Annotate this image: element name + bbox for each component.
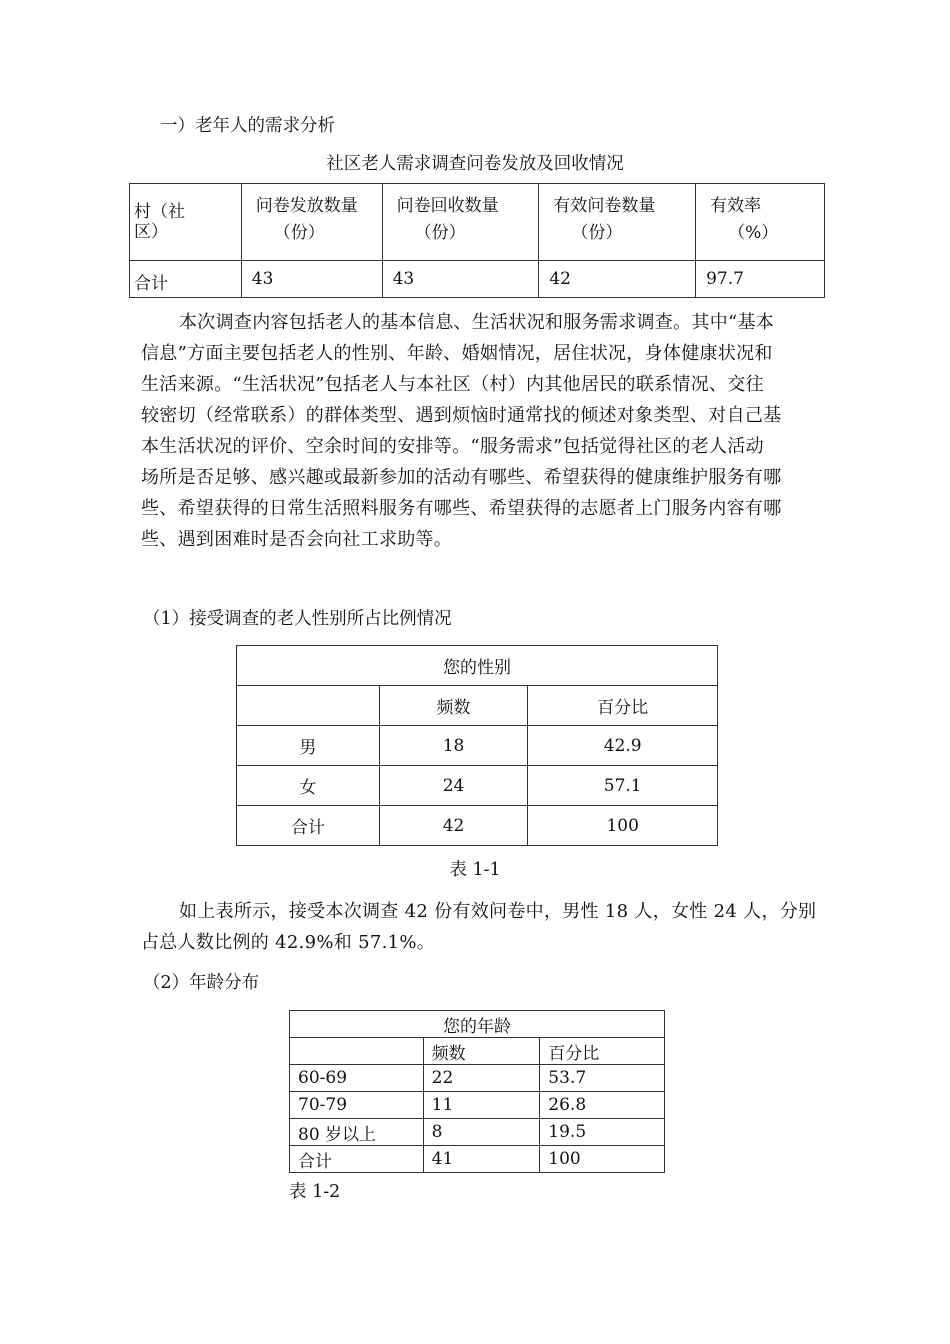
table0-header-valid: 有效问卷数量 （份） xyxy=(539,184,696,261)
table-cell: 百分比 xyxy=(540,1038,665,1065)
table-cell: 合计 xyxy=(237,806,380,846)
table0-total-row xyxy=(130,261,825,298)
table-cell: 42.9 xyxy=(528,726,718,766)
table2-header-row xyxy=(290,1038,665,1065)
table0-header-issued: 问卷发放数量 （份） xyxy=(241,184,382,261)
table2-title-row xyxy=(290,1011,665,1038)
table-cell: 男 xyxy=(237,726,380,766)
paragraph-line: 本生活状况的评价、空余时间的安排等。“服务需求”包括觉得社区的老人活动 xyxy=(141,436,764,457)
table1-header-row xyxy=(237,686,718,726)
table-cell: 频数 xyxy=(423,1038,540,1065)
table0-header-rate: 有效率 （%） xyxy=(696,184,825,261)
questionnaire-table xyxy=(129,183,825,298)
paragraph-line: 场所是否足够、感兴趣或最新参加的活动有哪些、希望获得的健康维护服务有哪 xyxy=(141,467,782,488)
table-cell: 41 xyxy=(423,1146,540,1173)
paragraph-line: 较密切（经常联系）的群体类型、遇到烦恼时通常找的倾述对象类型、对自己基 xyxy=(141,405,782,426)
table-cell: 18 xyxy=(379,726,528,766)
table0-header-row xyxy=(130,184,825,261)
subheading-gender: （1）接受调查的老人性别所占比例情况 xyxy=(143,609,452,629)
paragraph-line: 本次调查内容包括老人的基本信息、生活状况和服务需求调查。其中“基本 xyxy=(179,312,775,333)
age-table xyxy=(289,1010,665,1173)
table0-caption: 社区老人需求调查问卷发放及回收情况 xyxy=(326,154,624,174)
table-cell: 70-79 xyxy=(290,1092,424,1119)
table-cell: 女 xyxy=(237,766,380,806)
paragraph-line: 占总人数比例的 42.9%和 57.1%。 xyxy=(141,932,436,953)
table-cell: 97.7 xyxy=(696,261,825,298)
table-cell: 22 xyxy=(423,1065,540,1092)
table-cell: 42 xyxy=(379,806,528,846)
table-cell: 42 xyxy=(539,261,696,298)
table-cell: 26.8 xyxy=(540,1092,665,1119)
table-cell: 100 xyxy=(540,1146,665,1173)
table-cell: 频数 xyxy=(379,686,528,726)
table2-caption: 表 1-2 xyxy=(289,1182,341,1202)
survey-content-paragraph xyxy=(141,307,821,555)
table-cell: 11 xyxy=(423,1092,540,1119)
table-row xyxy=(290,1146,665,1173)
table-cell: 合计 xyxy=(130,261,242,298)
table1-title: 您的性别 xyxy=(237,646,718,686)
table0-header-village: 村（社 区） xyxy=(130,184,242,261)
gender-summary-paragraph xyxy=(141,896,821,958)
table-row xyxy=(237,766,718,806)
gender-table xyxy=(236,645,718,846)
table2-title: 您的年龄 xyxy=(290,1011,665,1038)
paragraph-line: 些、遇到困难时是否会向社工求助等。 xyxy=(141,529,453,550)
paragraph-line: 如上表所示，接受本次调查 42 份有效问卷中，男性 18 人，女性 24 人，分别 xyxy=(179,901,817,922)
table-cell xyxy=(237,686,380,726)
table-cell: 100 xyxy=(528,806,718,846)
table-cell: 80 岁以上 xyxy=(290,1119,424,1146)
table-cell xyxy=(290,1038,424,1065)
table-row xyxy=(237,806,718,846)
table-row xyxy=(290,1092,665,1119)
table1-title-row xyxy=(237,646,718,686)
table-row xyxy=(290,1119,665,1146)
paragraph-line: 信息”方面主要包括老人的性别、年龄、婚姻情况，居住状况，身体健康状况和 xyxy=(141,343,773,364)
table-cell: 百分比 xyxy=(528,686,718,726)
table-row xyxy=(290,1065,665,1092)
table-cell: 19.5 xyxy=(540,1119,665,1146)
table-cell: 53.7 xyxy=(540,1065,665,1092)
paragraph-line: 生活来源。“生活状况”包括老人与本社区（村）内其他居民的联系情况、交往 xyxy=(141,374,764,395)
table0-header-returned: 问卷回收数量 （份） xyxy=(382,184,539,261)
table1-caption: 表 1-1 xyxy=(449,860,501,880)
table-cell: 8 xyxy=(423,1119,540,1146)
table-cell: 57.1 xyxy=(528,766,718,806)
table-cell: 24 xyxy=(379,766,528,806)
subheading-age: （2）年龄分布 xyxy=(143,973,260,993)
table-cell: 合计 xyxy=(290,1146,424,1173)
table-cell: 43 xyxy=(382,261,539,298)
section-heading: 一）老年人的需求分析 xyxy=(160,116,335,136)
table-cell: 43 xyxy=(241,261,382,298)
table-cell: 60-69 xyxy=(290,1065,424,1092)
paragraph-line: 些、希望获得的日常生活照料服务有哪些、希望获得的志愿者上门服务内容有哪 xyxy=(141,498,782,519)
table-row xyxy=(237,726,718,766)
